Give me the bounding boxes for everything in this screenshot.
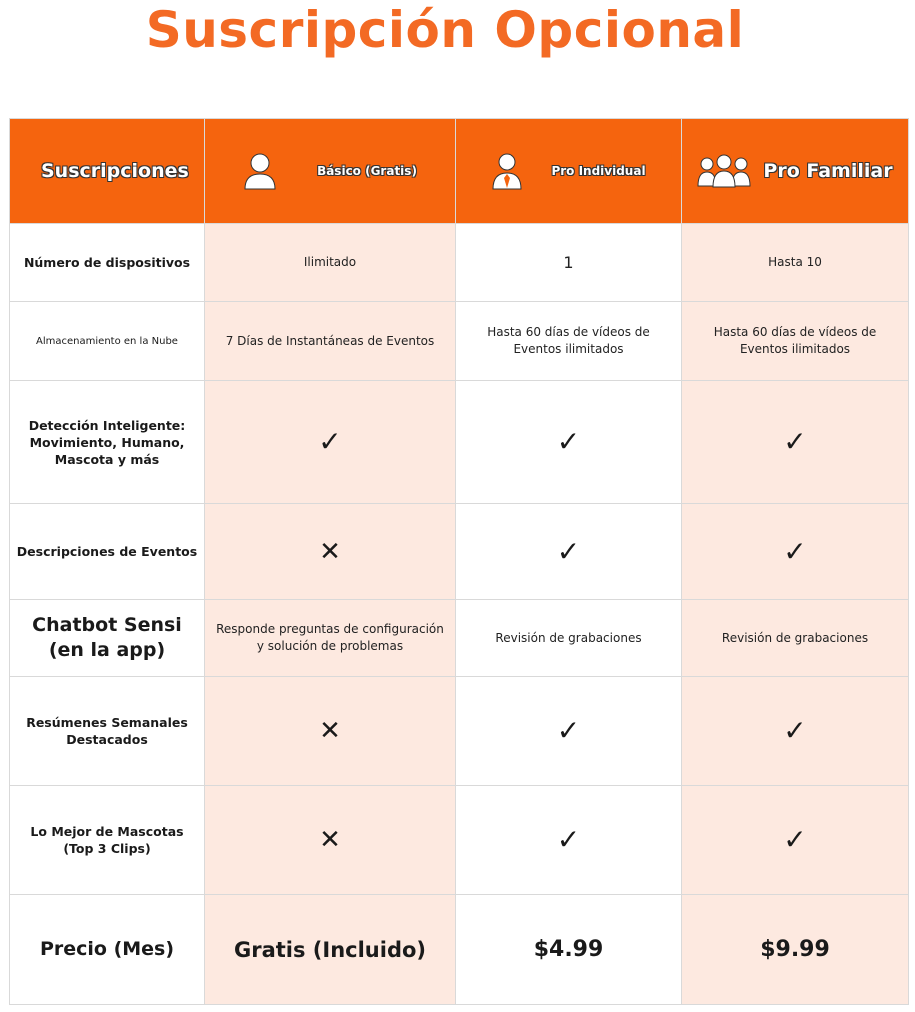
- price-pro-familiar: $9.99: [682, 895, 909, 1005]
- pro-individual-value: Revisión de grabaciones: [456, 600, 682, 677]
- pro-familiar-value: Hasta 60 días de vídeos de Eventos ilimitados: [682, 302, 909, 381]
- check-icon: ✓: [783, 534, 807, 568]
- table-row: [10, 224, 909, 302]
- business-user-icon: [491, 152, 523, 190]
- table-row: [10, 381, 909, 504]
- table-row: [10, 677, 909, 786]
- cross-icon: ✕: [319, 536, 341, 567]
- basic-value: Responde preguntas de configuración y solución de problemas: [205, 600, 456, 677]
- pro-familiar-value: Revisión de grabaciones: [682, 600, 909, 677]
- check-icon: ✓: [556, 534, 581, 568]
- cross-icon: ✕: [319, 716, 341, 746]
- user-group-icon: [697, 154, 751, 188]
- feature-label: Lo Mejor de Mascotas (Top 3 Clips): [10, 786, 205, 895]
- plan-header-pro-familiar: [682, 119, 909, 224]
- cross-icon: ✕: [319, 825, 341, 855]
- check-icon: ✓: [783, 823, 807, 856]
- table-row: [10, 504, 909, 600]
- plan-header-pro-individual: [456, 119, 682, 224]
- feature-label: Chatbot Sensi (en la app): [10, 600, 205, 677]
- feature-label: Número de dispositivos: [10, 224, 205, 302]
- check-icon: ✓: [783, 714, 807, 747]
- price-label: Precio (Mes): [10, 895, 205, 1005]
- plan-label-pro-familiar: Pro Familiar: [763, 160, 893, 182]
- check-icon: ✓: [783, 425, 807, 458]
- table-row: [10, 786, 909, 895]
- price-row: [10, 895, 909, 1005]
- feature-label: Almacenamiento en la Nube: [10, 302, 205, 381]
- check-icon: ✓: [556, 714, 581, 747]
- check-icon: ✓: [318, 425, 342, 458]
- price-basic: Gratis (Incluido): [205, 895, 456, 1005]
- header-row-label: Suscripciones: [10, 119, 205, 224]
- check-icon: ✓: [556, 823, 581, 856]
- plan-header-basic: [205, 119, 456, 224]
- feature-label: Descripciones de Eventos: [10, 504, 205, 600]
- feature-label: Resúmenes Semanales Destacados: [10, 677, 205, 786]
- subscription-comparison-table: [9, 118, 909, 1005]
- plan-label-basic: Básico (Gratis): [317, 164, 417, 178]
- pro-individual-value: Hasta 60 días de vídeos de Eventos ilimitados: [456, 302, 682, 381]
- price-pro-individual: $4.99: [456, 895, 682, 1005]
- page-title: Suscripción Opcional: [145, 1, 745, 59]
- plan-label-pro-individual: Pro Individual: [551, 164, 646, 178]
- table-header-row: [10, 119, 909, 224]
- table-row: [10, 302, 909, 381]
- feature-label: Detección Inteligente: Movimiento, Humano, Mascota y más: [10, 381, 205, 504]
- basic-value: Ilimitado: [205, 224, 456, 302]
- check-icon: ✓: [556, 425, 581, 458]
- pro-familiar-value: Hasta 10: [682, 224, 909, 302]
- user-icon: [243, 152, 277, 190]
- basic-value: 7 Días de Instantáneas de Eventos: [205, 302, 456, 381]
- pro-individual-value: 1: [456, 224, 682, 302]
- table-row: [10, 600, 909, 677]
